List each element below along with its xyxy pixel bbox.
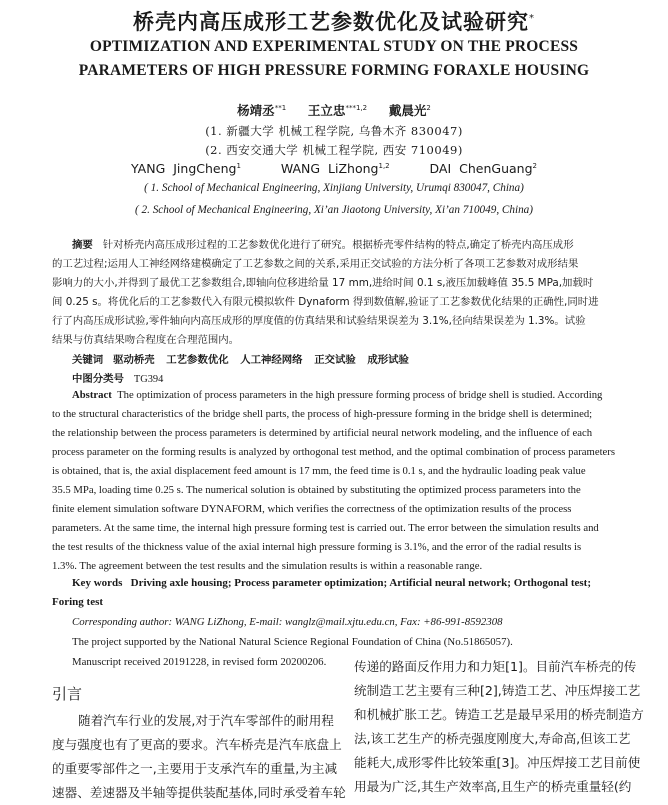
- abstract-en-line: Abstract The optimization of process parameters in the high pressure forming process of bridge shell is studied. According: [72, 389, 603, 401]
- abstract-en-line: to the structural characteristics of the bridge shell parts, the process of high-pressure forming in the bridge shell is determined;: [52, 408, 593, 420]
- intro-right-line: 统制造工艺主要有三种[2],铸造工艺、冲压焊接工艺: [354, 683, 641, 698]
- author-en: YANG JingCheng$^1$: [131, 161, 241, 176]
- paper-title-en-line-1: OPTIMIZATION AND EXPERIMENTAL STUDY ON THE PROCESS: [89, 38, 579, 55]
- intro-right-line: 和机械扩胀工艺。铸造工艺是最早采用的桥壳制造方: [354, 707, 644, 722]
- keywords-cn-label: 关键词: [72, 354, 104, 366]
- abstract-en-line: parameters. At the same time, the internal high pressure forming test is carried out. The error between the simulation results and: [52, 522, 599, 534]
- abstract-en-line: the relationship between the process parameters is determined by artificial neural network modeling, and the influence of each: [52, 427, 593, 439]
- funding-note: The project supported by the National Natural Science Regional Foundation of China (No.51865057).: [72, 636, 513, 648]
- author-cn: 王立忠$^{***1,2}$: [307, 103, 368, 118]
- author-en: WANG LiZhong$^{1,2}$: [280, 161, 390, 176]
- title-footnote-mark: *: [529, 13, 535, 24]
- manuscript-received: Manuscript received 20191228, in revised form 20200206.: [72, 656, 327, 668]
- author-cn: 杨靖丞$^{**1}$: [237, 103, 287, 118]
- abstract-en-label: Abstract: [72, 389, 112, 401]
- keywords-en-continued: Foring test: [52, 596, 104, 608]
- paper-title-cn: [0, 6, 668, 36]
- intro-right-line: 法,该工艺生产的桥壳强度刚度大,寿命高,但该工艺: [354, 731, 631, 746]
- intro-left-line: 速器、差速器及半轴等提供装配基体,同时承受着车轮: [52, 785, 346, 800]
- section-heading-introduction: 引言: [52, 685, 83, 703]
- clc-value: TG394: [133, 374, 164, 385]
- affiliation-cn-1: (1. 新疆大学 机械工程学院, 乌鲁木齐 830047): [205, 124, 463, 138]
- intro-right-line: 用最为广泛,其生产效率高,且生产的桥壳重量轻(约: [354, 779, 632, 794]
- intro-right-line: 能耗大,成形零件比较笨重[3]。冲压焊接工艺目前使: [354, 755, 641, 770]
- abstract-en-line: 35.5 MPa, loading time 0.25 s. The numerical solution is obtained by substituting the optimized process parameters into the: [52, 484, 581, 496]
- keywords-en: [72, 577, 591, 589]
- abstract-cn-line: 间 0.25 s。将优化后的工艺参数代入有限元模拟软件 Dynaform 得到数值解,验证了工艺参数优化结果的正确性,同时进: [52, 296, 599, 308]
- authors-en: [0, 161, 668, 176]
- intro-left-line: 度与强度也有了更高的要求。汽车桥壳是汽车底盘上: [52, 737, 342, 752]
- intro-left-column: [52, 709, 346, 805]
- keywords-en-label: Key words: [72, 577, 123, 589]
- abstract-en-line: 1.3%. The agreement between the test results and the simulation results is within a reasonable range.: [52, 560, 483, 572]
- keywords-en-value: Driving axle housing; Process parameter optimization; Artificial neural network; Orthogonal test;: [130, 577, 591, 589]
- abstract-cn-line: 摘要 针对桥壳内高压成形过程的工艺参数优化进行了研究。根据桥壳零件结构的特点,确定了桥壳内高压成形: [72, 239, 574, 251]
- abstract-cn-line: 行了内高压成形试验,零件轴向内高压成形的厚度值的仿真结果和试验结果误差为 3.1%,径向结果误差为 1.3%。试验: [52, 315, 586, 327]
- clc-label: 中图分类号: [72, 373, 124, 385]
- affiliation-en-2: ( 2. School of Mechanical Engineering, Xi’an Jiaotong University, Xi’an 710049, China): [134, 204, 534, 216]
- abstract-en-line: process parameter on the forming results is analyzed by orthogonal test method, and the optimal combination of process parameters: [52, 446, 616, 458]
- abstract-en-line: finite element simulation software DYNAFORM, which verifies the correctness of the optimization results of the process: [52, 503, 572, 515]
- abstract-cn-label: 摘要: [72, 239, 93, 251]
- abstract-en-line: is obtained, that is, the axial displacement feed amount is 17 mm, the feed time is 0.1 s, and the hydraulic loading peak value: [52, 465, 586, 477]
- intro-right-column: [354, 655, 644, 799]
- keywords-cn: [72, 351, 409, 370]
- intro-left-line: 随着汽车行业的发展,对于汽车零部件的耐用程: [78, 713, 334, 728]
- author-cn: 戴晨光$^2$: [388, 103, 431, 118]
- abstract-cn-line: 的工艺过程;运用人工神经网络建模确定了工艺参数之间的关系,采用正交试验的方法分析了各项工艺参数对成形结果: [52, 258, 579, 270]
- affiliation-en-1: ( 1. School of Mechanical Engineering, Xinjiang University, Urumqi 830047, China): [144, 182, 524, 194]
- author-en: DAI ChenGuang$^2$: [429, 161, 537, 176]
- intro-right-line: 传递的路面反作用力和力矩[1]。目前汽车桥壳的传: [354, 659, 637, 674]
- keywords-cn-value: 驱动桥壳 工艺参数优化 人工神经网络 正交试验 成形试验: [113, 354, 409, 366]
- intro-left-line: 的重要零部件之一,主要用于支承汽车的重量,为主减: [52, 761, 338, 776]
- abstract-cn-line: 结果与仿真结果吻合程度在合理范围内。: [52, 334, 240, 346]
- paper-title-en-line-2: PARAMETERS OF HIGH PRESSURE FORMING FORAXLE HOUSING: [78, 62, 590, 79]
- abstract-en-line: the test results of the thickness value of the axial internal high pressure forming is 3.1%, and the error of the radial results is: [52, 541, 582, 553]
- title-cn-text: 桥壳内高压成形工艺参数优化及试验研究: [133, 10, 529, 34]
- affiliation-cn-2: (2. 西安交通大学 机械工程学院, 西安 710049): [205, 143, 463, 157]
- abstract-cn-line: 影响力的大小,并得到了最优工艺参数组合,即轴向位移进给量 17 mm,进给时间 0.1 s,液压加载峰值 35.5 MPa,加载时: [52, 277, 594, 289]
- authors-cn: [0, 101, 668, 119]
- corresponding-author: Corresponding author: WANG LiZhong, E-mail: wanglz@mail.xjtu.edu.cn, Fax: +86-991-8592308: [72, 616, 503, 628]
